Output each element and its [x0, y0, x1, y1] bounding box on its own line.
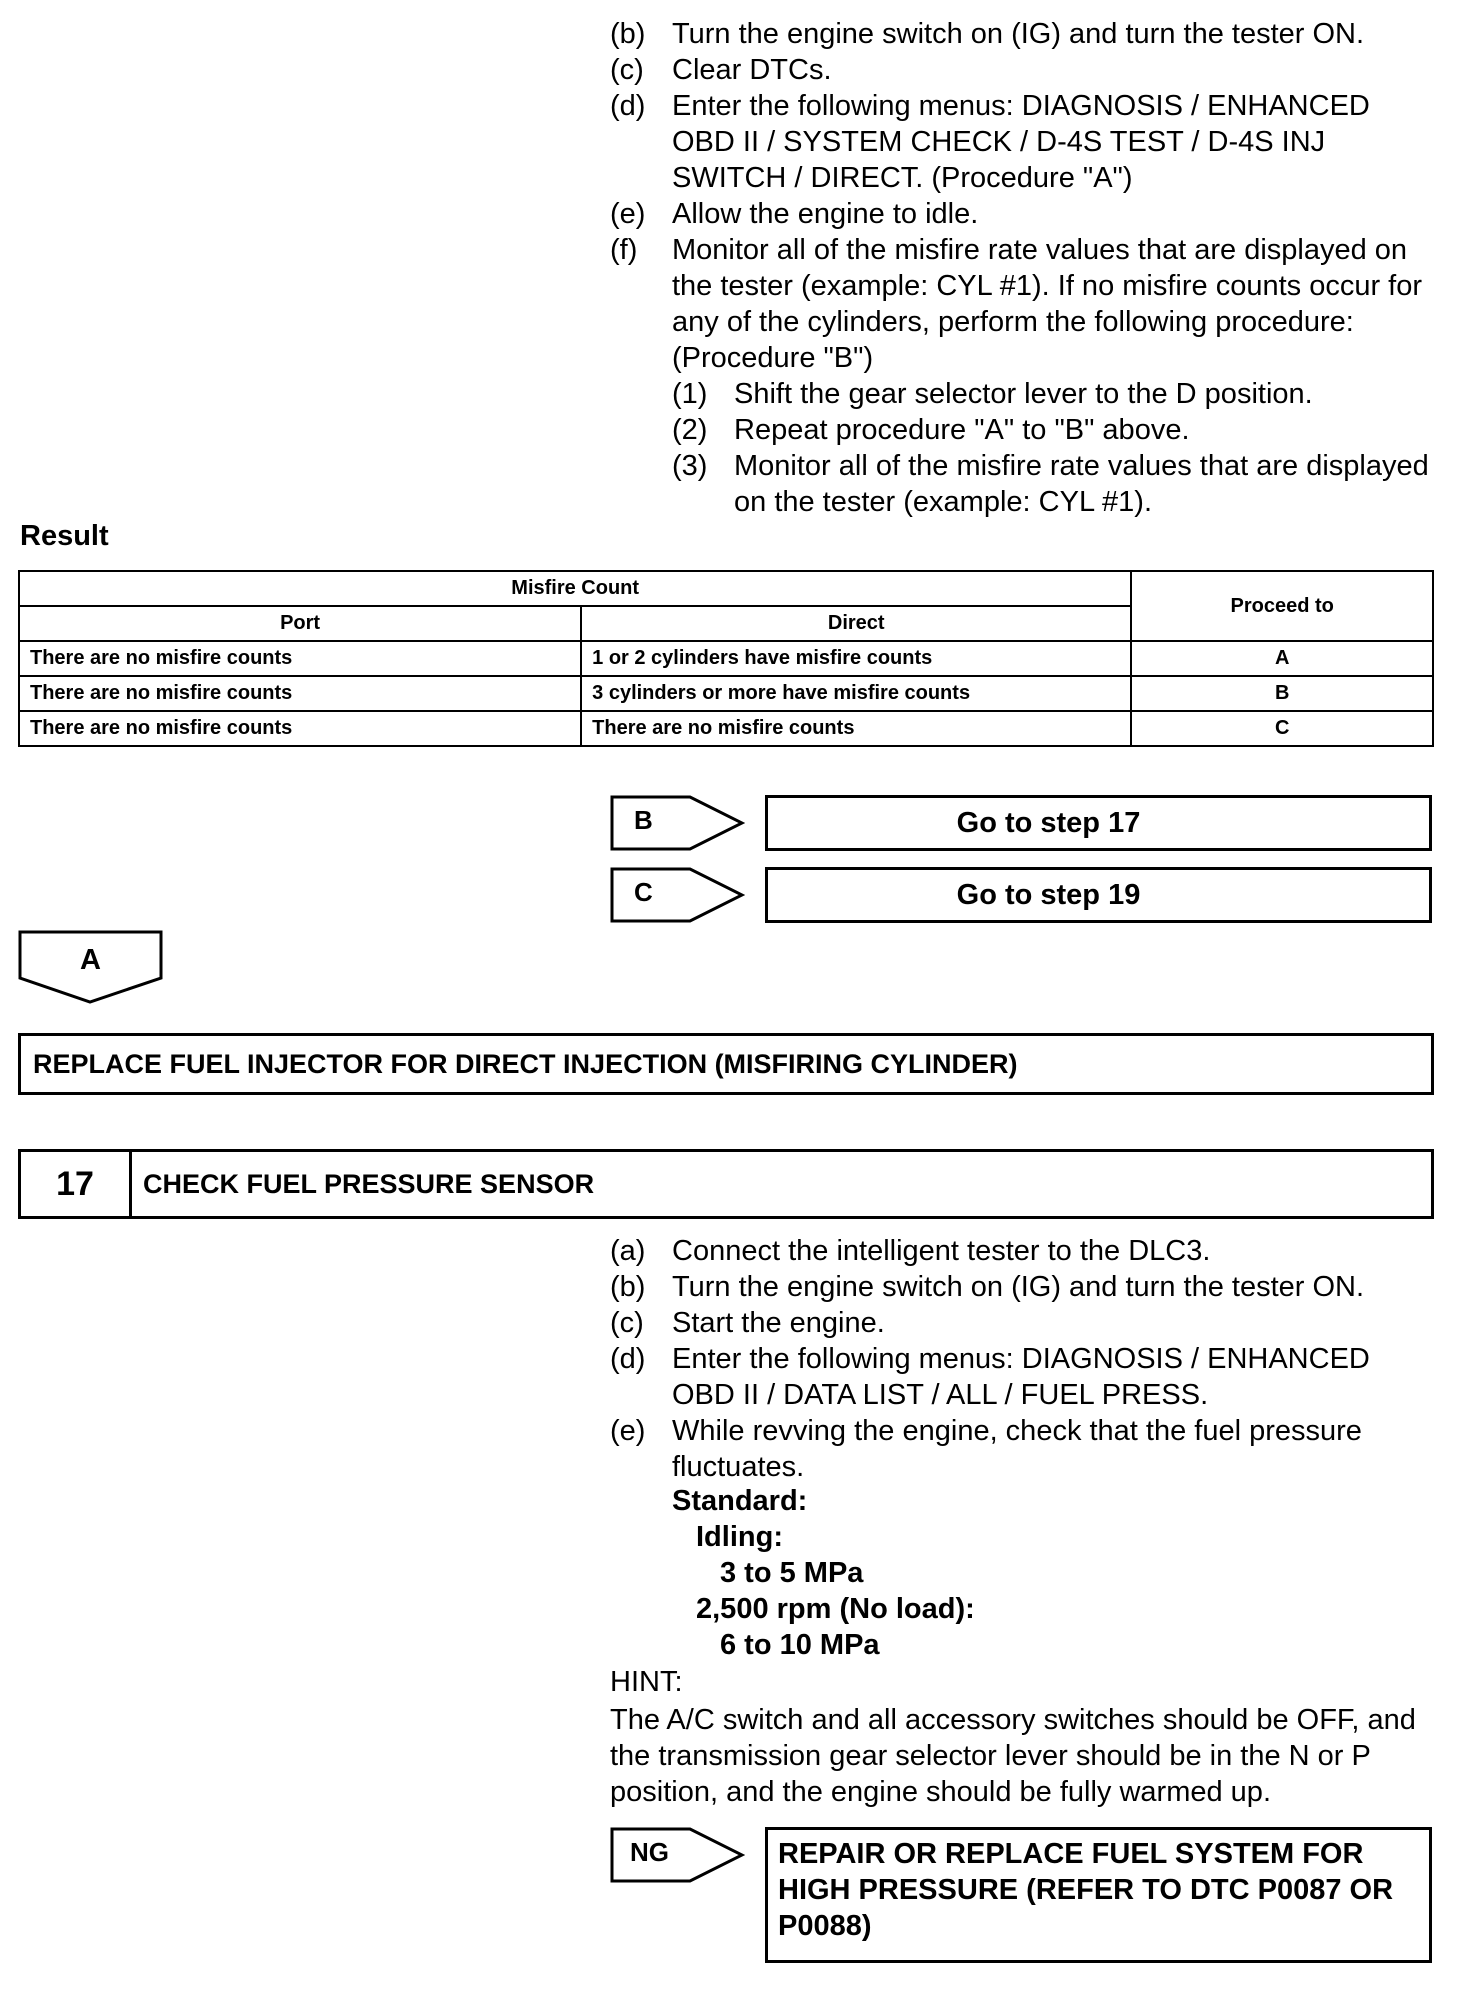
flow-label-a: A	[18, 930, 163, 1005]
procedure-substep-1: (1) Shift the gear selector lever to the D position.	[672, 378, 1313, 410]
procedure-substep-3: (3) Monitor all of the misfire rate values that are displayed on the tester (example: CYL #1).	[672, 450, 1429, 518]
ng-repair-action: REPAIR OR REPLACE FUEL SYSTEM FOR HIGH PRESSURE (REFER TO DTC P0087 OR P0088)	[765, 1827, 1432, 1963]
result-heading: Result	[20, 520, 109, 552]
procedure-step-b: (b) Turn the engine switch on (IG) and turn the tester ON.	[610, 18, 1365, 50]
step-title: CHECK FUEL PRESSURE SENSOR	[143, 1169, 595, 1199]
header-misfire-count: Misfire Count	[19, 571, 1131, 606]
goto-step-19-box: Go to step 19	[765, 867, 1432, 923]
cell-direct: There are no misfire counts	[581, 711, 1131, 746]
table-row	[19, 676, 1433, 711]
procedure-step-d: (d) Enter the following menus: DIAGNOSIS / ENHANCED OBD II / SYSTEM CHECK / D-4S TEST / D-4S INJ SWITCH / DIRECT. (Procedure "A")	[610, 90, 1370, 194]
header-proceed-to: Proceed to	[1131, 571, 1433, 641]
standard-label: Standard:	[672, 1485, 808, 1517]
arrow-tag-icon	[610, 867, 745, 923]
cell-proceed: B	[1131, 676, 1433, 711]
procedure-substep-2: (2) Repeat procedure "A" to "B" above.	[672, 414, 1190, 446]
arrow-tag-icon	[610, 795, 745, 851]
procedure-step-e: (e) Allow the engine to idle.	[610, 198, 979, 230]
flow-label-b: B	[610, 795, 745, 851]
cell-port: There are no misfire counts	[19, 711, 581, 746]
table-row	[19, 641, 1433, 676]
header-port: Port	[19, 606, 581, 641]
step17-a: (a) Connect the intelligent tester to the DLC3.	[610, 1235, 1211, 1267]
rpm-label: 2,500 rpm (No load):	[696, 1593, 975, 1625]
header-direct: Direct	[581, 606, 1131, 641]
cell-proceed: C	[1131, 711, 1433, 746]
cell-port: There are no misfire counts	[19, 676, 581, 711]
step-number: 17	[21, 1152, 132, 1216]
cell-port: There are no misfire counts	[19, 641, 581, 676]
hint-text: The A/C switch and all accessory switches should be OFF, and the transmission gear selector lever should be in the N or P position, and the engine should be fully warmed up.	[610, 1704, 1416, 1808]
flow-label-c: C	[610, 867, 745, 923]
replace-injector-action: REPLACE FUEL INJECTOR FOR DIRECT INJECTION (MISFIRING CYLINDER)	[18, 1033, 1434, 1095]
procedure-step-f: (f) Monitor all of the misfire rate values that are displayed on the tester (example: CYL #1). If no misfire counts occur for any of the cylinders, perform the following procedure: (Procedure "B")	[610, 234, 1423, 374]
step17-d: (d) Enter the following menus: DIAGNOSIS / ENHANCED OBD II / DATA LIST / ALL / FUEL PRESS.	[610, 1343, 1370, 1411]
idling-value: 3 to 5 MPa	[720, 1557, 864, 1589]
result-table	[18, 570, 1434, 747]
idling-label: Idling:	[696, 1521, 783, 1553]
step-17-header	[18, 1149, 1434, 1219]
step17-c: (c) Start the engine.	[610, 1307, 885, 1339]
table-header-row	[19, 571, 1433, 606]
cell-direct: 1 or 2 cylinders have misfire counts	[581, 641, 1131, 676]
step17-e: (e) While revving the engine, check that the fuel pressure fluctuates.	[610, 1415, 1362, 1483]
rpm-value: 6 to 10 MPa	[720, 1629, 880, 1661]
cell-direct: 3 cylinders or more have misfire counts	[581, 676, 1131, 711]
hint-label: HINT:	[610, 1666, 683, 1698]
table-row	[19, 711, 1433, 746]
flow-label-ng: NG	[610, 1827, 745, 1883]
goto-step-17-box: Go to step 17	[765, 795, 1432, 851]
procedure-step-c: (c) Clear DTCs.	[610, 54, 832, 86]
cell-proceed: A	[1131, 641, 1433, 676]
step17-b: (b) Turn the engine switch on (IG) and turn the tester ON.	[610, 1271, 1365, 1303]
